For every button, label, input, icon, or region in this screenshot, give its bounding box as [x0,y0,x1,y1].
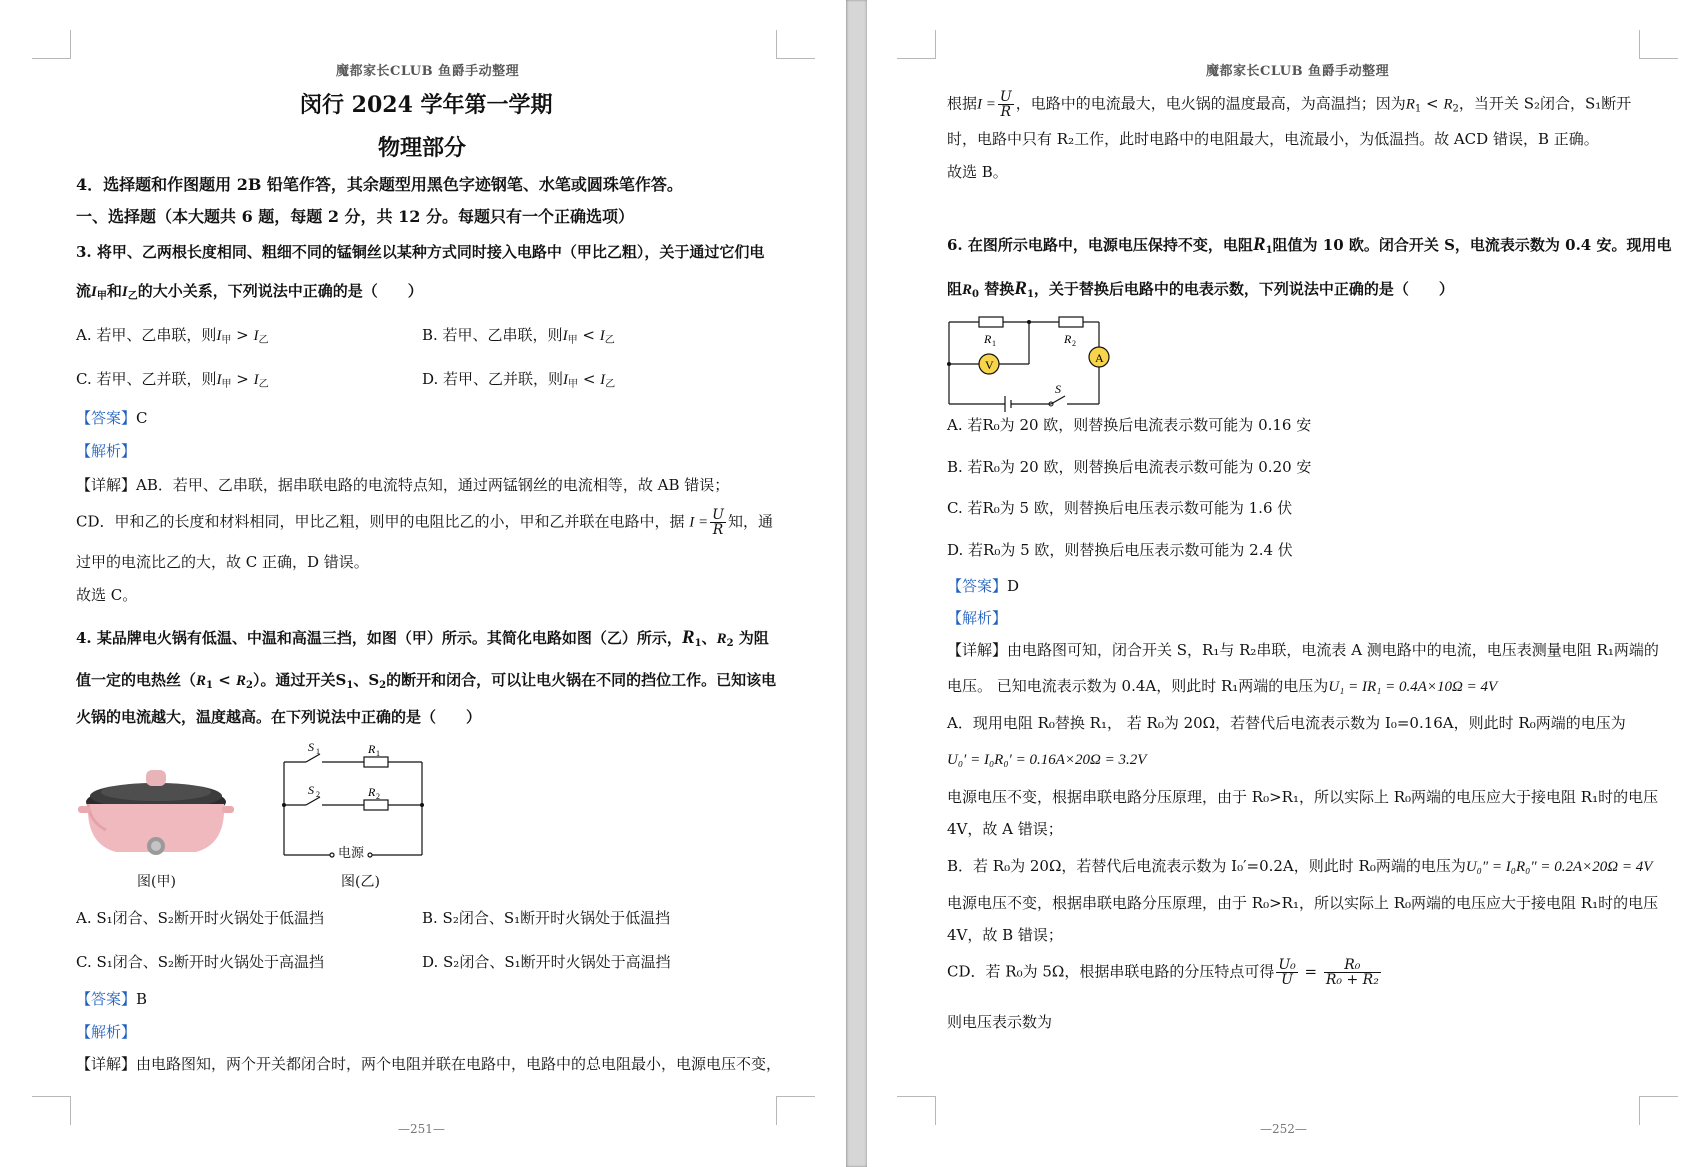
q4-option-a[interactable]: A. S₁闭合、S₂断开时火锅处于低温挡 [76,909,324,927]
q4-stem-line1: 4. 某品牌电火锅有低温、中温和高温三挡，如图（甲）所示。其简化电路如图（乙）所示，$R_1$、$R_2$ 为阻 [76,627,769,649]
svg-text:R: R [368,742,376,756]
q4-option-d[interactable]: D. S₂闭合、S₁断开时火锅处于高温挡 [422,953,671,971]
q3-option-c[interactable]: C. 若甲、乙并联，则$I_甲 > I_乙$ [76,370,269,390]
q3-detail-line1: 【详解】AB．若甲、乙串联，据串联电路的电流特点知，通过两锰钢丝的电流相等，故 AB 错误； [76,476,730,494]
q3-option-a[interactable]: A. 若甲、乙串联，则$I_甲 > I_乙$ [76,326,269,346]
svg-text:2: 2 [1072,339,1076,348]
svg-text:R: R [1064,332,1072,346]
q6-option-b[interactable]: B. 若R₀为 20 欧，则替换后电流表示数可能为 0.20 安 [947,458,1312,476]
crop-mark [897,30,936,59]
q6-answer: 【答案】D [947,577,1020,595]
q4-detail-line3: 时，电路中只有 R₂工作，此时电路中的电阻最大，电流最小，为低温挡。故 ACD 错误，B 正确。 [947,130,1599,148]
q6-detail-line3: A．现用电阻 R₀替换 R₁， 若 R₀为 20Ω，若替代后电流表示数为 I₀=0.16A，则此时 R₀两端的电压为 [947,714,1626,732]
figure-a-caption: 图(甲) [137,874,176,890]
svg-text:R: R [368,785,376,799]
q3-option-d[interactable]: D. 若甲、乙并联，则$I_甲 < I_乙$ [422,370,616,390]
formula-fraction: $\frac{U}{R}$ [712,507,724,538]
q3-stem-line2: 流$I_甲$和$I_乙$的大小关系，下列说法中正确的是（ ） [76,282,423,302]
q6-stem-line1: 6. 在图所示电路中，电源电压保持不变，电阻$R_1$阻值为 10 欧。闭合开关 S，电流表示数为 0.4 安。现用电 [947,234,1672,256]
hot-pot-image [76,752,236,864]
q6-detail-line1: 【详解】由电路图可知，闭合开关 S，R₁与 R₂串联，电流表 A 测电路中的电流，电压表测量电阻 R₁两端的 [947,641,1659,659]
q6-detail-line9: 4V，故 B 错误； [947,926,1063,944]
svg-text:2: 2 [376,792,380,801]
q4-stem-line2: 值一定的电热丝$(R_1 < R_2)$。通过开关$S_1$、$S_2$的断开和闭合，可以让电火锅在不同的挡位工作。已知该电 [76,671,777,691]
page-number: —251— [398,1122,445,1136]
q3-stem-line1: 3. 将甲、乙两根长度相同、粗细不同的锰铜丝以某种方式同时接入电路中（甲比乙粗），关于通过它们电 [76,243,765,261]
svg-text:1: 1 [376,749,380,758]
left-page [0,0,846,1167]
q6-detail-line5: 电源电压不变，根据串联电路分压原理，由于 R₀>R₁，所以实际上 R₀两端的电压应大于接电阻 R₁时的电压 [947,788,1659,806]
q6-detail-line6: 4V，故 A 错误； [947,820,1063,838]
crop-mark [32,30,71,59]
section-heading: 一、选择题（本大题共 6 题，每题 2 分，共 12 分。每题只有一个正确选项） [76,207,634,226]
page-header-watermark: 魔都家长CLUB 鱼爵手动整理 [1206,64,1390,79]
crop-mark [1639,30,1678,59]
figure-b-caption: 图(乙) [341,874,380,890]
instruction-text: 4．选择题和作图题用 2B 铅笔作答，其余题型用黑色字迹钢笔、水笔或圆珠笔作答。 [76,175,683,194]
right-page [867,0,1704,1167]
q4-analysis-label: 【解析】 [76,1023,137,1041]
q6-option-d[interactable]: D. 若R₀为 5 欧，则替换后电压表示数可能为 2.4 伏 [947,541,1293,559]
q6-detail-line8: 电源电压不变，根据串联电路分压原理，由于 R₀>R₁，所以实际上 R₀两端的电压应大于接电阻 R₁时的电压 [947,894,1659,912]
q4-answer: 【答案】B [76,990,148,1008]
q3-option-b[interactable]: B. 若甲、乙串联，则$I_甲 < I_乙$ [422,326,615,346]
q6-analysis-label: 【解析】 [947,609,1008,627]
svg-text:1: 1 [316,747,320,756]
q6-detail-line10: CD．若 R₀为 5Ω，根据串联电路的分压特点可得 $\frac{\text{U₀}}{U}$ = $\frac{\text{R₀}}{\text{R₀ + R₂}}$ [947,957,1379,988]
exam-title: 闵行 2024 学年第一学期 [300,92,553,118]
svg-text:S: S [308,740,314,754]
q6-option-a[interactable]: A. 若R₀为 20 欧，则替换后电流表示数可能为 0.16 安 [947,416,1312,434]
page-number: —252— [1260,1122,1307,1136]
svg-text:R: R [984,332,992,346]
circuit-diagram-q6 [947,312,1122,412]
q6-formula-a: U₀′ = I₀R₀′ = 0.16A×20Ω = 3.2V [947,752,1147,768]
page-header-watermark: 魔都家长CLUB 鱼爵手动整理 [336,64,520,79]
q6-detail-line2: 电压。 已知电流表示数为 0.4A，则此时 R₁两端的电压为U₁ = IR₁ = 0.4A×10Ω = 4V [947,677,1498,695]
svg-text:1: 1 [992,339,996,348]
crop-mark [32,1096,71,1125]
page-gutter [846,0,867,1167]
q4-stem-line3: 火锅的电流越大，温度越高。在下列说法中正确的是（ ） [76,708,482,726]
crop-mark [897,1096,936,1125]
q6-detail-line11: 则电压表示数为 [947,1013,1053,1031]
subject-title: 物理部分 [378,135,467,161]
svg-text:2: 2 [316,790,320,799]
q3-answer: 【答案】C [76,409,148,427]
crop-mark [776,1096,815,1125]
q4-detail-line1: 【详解】由电路图知，两个开关都闭合时，两个电阻并联在电路中，电路中的总电阻最小，电源电压不变， [76,1055,782,1073]
q3-detail-line2: CD．甲和乙的长度和材料相同，甲比乙粗，则甲的电阻比乙的小，甲和乙并联在电路中，据 I = $\frac{U}{R}$ 知，通 [76,507,773,538]
q6-option-c[interactable]: C. 若R₀为 5 欧，则替换后电压表示数可能为 1.6 伏 [947,499,1293,517]
q6-detail-line7: B．若 R₀为 20Ω，若替代后电流表示数为 I₀′=0.2A，则此时 R₀两端的电压为U₀″ = I₀R₀″ = 0.2A×20Ω = 4V [947,857,1653,875]
q6-stem-line2: 阻$R_0$ 替换$R_1$，关于替换后电路中的电表示数，下列说法中正确的是（ ） [947,278,1454,300]
crop-mark [776,30,815,59]
crop-mark [1639,1096,1678,1125]
power-source-label: 电源 [338,846,365,861]
q3-detail-line3: 过甲的电流比乙的大，故 C 正确，D 错误。 [76,553,369,571]
q4-conclusion: 故选 B。 [947,163,1008,181]
q4-detail-line2: 根据I = $\frac{U}{R}$ ，电路中的电流最大，电火锅的温度最高，为高温挡；因为$R_1 < R_2$，当开关 S₂闭合，S₁断开 [947,89,1632,120]
svg-text:A: A [1095,351,1104,365]
q3-conclusion: 故选 C。 [76,586,138,604]
svg-text:S: S [308,783,314,797]
q3-analysis-label: 【解析】 [76,442,137,460]
q4-option-b[interactable]: B. S₂闭合、S₁断开时火锅处于低温挡 [422,909,671,927]
svg-text:V: V [985,358,994,372]
svg-text:S: S [1055,382,1061,396]
q4-option-c[interactable]: C. S₁闭合、S₂断开时火锅处于高温挡 [76,953,325,971]
